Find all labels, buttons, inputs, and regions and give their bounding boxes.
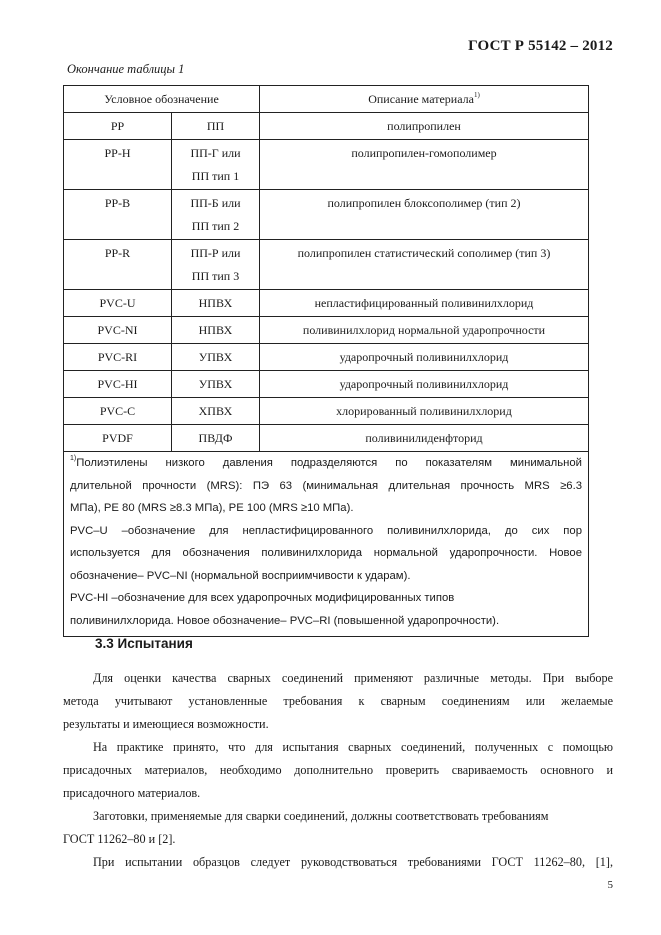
- document-header: ГОСТ Р 55142 – 2012: [468, 38, 613, 54]
- description-cell: ударопрочный поливинилхлорид: [260, 344, 589, 371]
- description-cell: хлорированный поливинилхлорид: [260, 398, 589, 425]
- description-cell: полипропилен статистический сополимер (тип 3): [260, 240, 589, 290]
- description-cell: непластифицированный поливинилхлорид: [260, 290, 589, 317]
- local-code-cell: НПВХ: [172, 317, 260, 344]
- local-code-cell: ПП-Р или ПП тип 3: [172, 240, 260, 290]
- table-footnotes: $^{1)}$Полиэтилены низкого давления подразделяются по показателям минимальной длительной прочности (MRS): ПЭ 63 (минимальная длительная прочность MRS ≥6.3 МПа), PE 80 (MRS ≥8.3 МПа), PE 100 (MRS ≥10 МПа). PVC–U –обозначение для непластифицированного поливинилхлорида, до сих пор используется для обозначения поливинилхлорида нормальной ударопрочности. Новое обозначение– PVC–NI (нормальной восприимчивости к ударам). PVC-HI –обозначение для всех ударопрочных модифицированных типов поливинилхлорида. Новое обозначение– PVC–RI (повышенной ударопрочности).: [64, 452, 589, 637]
- code-cell: PVDF: [64, 425, 172, 452]
- paragraph: При испытании образцов следует руководствоваться требованиями ГОСТ 11262–80, [1],: [93, 855, 613, 869]
- code-cell: PP: [64, 113, 172, 140]
- local-code-cell: ПП-Б или ПП тип 2: [172, 190, 260, 240]
- local-code-cell: ХПВХ: [172, 398, 260, 425]
- table-caption: Окончание таблицы 1: [67, 62, 185, 76]
- page-number: 5: [607, 879, 613, 891]
- table-row: [64, 240, 589, 290]
- description-cell: полипропилен-гомополимер: [260, 140, 589, 190]
- description-cell: полипропилен блоксополимер (тип 2): [260, 190, 589, 240]
- footnote-marker: 1): [70, 455, 77, 462]
- table-row: [64, 190, 589, 240]
- table-row: [64, 140, 589, 190]
- code-cell: PVC-C: [64, 398, 172, 425]
- table-row: [64, 371, 589, 398]
- code-cell: PP-B: [64, 190, 172, 240]
- header-designation: Условное обозначение: [64, 86, 260, 113]
- code-cell: PP-R: [64, 240, 172, 290]
- section-body: [63, 667, 613, 874]
- code-cell: PVC-RI: [64, 344, 172, 371]
- description-cell: поливинилхлорид нормальной ударопрочности: [260, 317, 589, 344]
- table-header-row: [64, 86, 589, 113]
- local-code-cell: УПВХ: [172, 344, 260, 371]
- table-row: [64, 344, 589, 371]
- description-cell: ударопрочный поливинилхлорид: [260, 371, 589, 398]
- table-row: [64, 425, 589, 452]
- description-cell: полипропилен: [260, 113, 589, 140]
- code-cell: PP-H: [64, 140, 172, 190]
- paragraph: На практике принято, что для испытания сварных соединений, полученных с помощью присадочных материалов, необходимо дополнительно проверить свариваемость основного и присадочного материалов.: [63, 740, 613, 800]
- paragraph: Заготовки, применяемые для сварки соединений, должны соответствовать требованиям ГОСТ 11262–80 и [2].: [63, 809, 549, 846]
- paragraph: Для оценки качества сварных соединений применяют различные методы. При выборе метода учитывают установленные требования к сварным соединениям или желаемые результаты и имеющиеся возможности.: [63, 671, 613, 731]
- local-code-cell: ПП: [172, 113, 260, 140]
- footnote-marker: 1): [473, 91, 480, 99]
- local-code-cell: НПВХ: [172, 290, 260, 317]
- description-cell: поливинилиденфторид: [260, 425, 589, 452]
- table-row: [64, 290, 589, 317]
- local-code-cell: УПВХ: [172, 371, 260, 398]
- table-row: [64, 113, 589, 140]
- local-code-cell: ПВДФ: [172, 425, 260, 452]
- local-code-cell: ПП-Г или ПП тип 1: [172, 140, 260, 190]
- section-title: 3.3 Испытания: [95, 636, 193, 651]
- table-notes-row: [64, 452, 589, 637]
- code-cell: PVC-U: [64, 290, 172, 317]
- table-row: [64, 317, 589, 344]
- table-row: [64, 398, 589, 425]
- materials-table: [63, 85, 589, 637]
- header-description: Описание материала$^{1)}$: [260, 86, 589, 113]
- code-cell: PVC-NI: [64, 317, 172, 344]
- code-cell: PVC-HI: [64, 371, 172, 398]
